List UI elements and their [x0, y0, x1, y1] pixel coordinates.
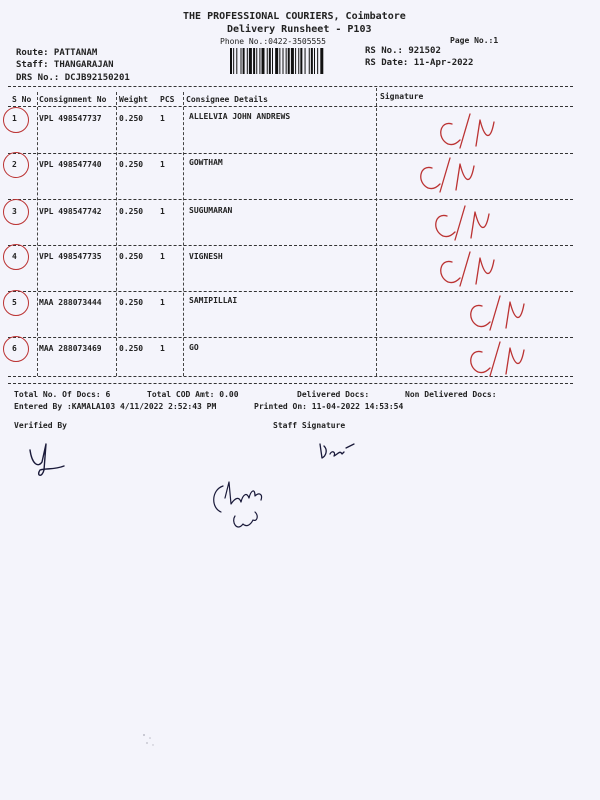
row-consignment: VPL 498547737 [39, 114, 102, 123]
col-weight: Weight [119, 95, 148, 104]
col-divider [37, 92, 38, 376]
verifier-signature [24, 440, 74, 480]
row-consignee: SAMIPILLAI [189, 296, 238, 305]
route-label: Route: PATTANAM [16, 48, 98, 58]
col-signature: Signature [380, 92, 424, 101]
col-consignment: Consignment No [39, 95, 107, 104]
totals-rule [8, 383, 573, 384]
receiver-signature [205, 476, 275, 538]
pen-circle-mark [3, 244, 29, 270]
row-consignee: ALLELVIA JOHN ANDREWS [189, 112, 291, 121]
non-delivered-docs: Non Delivered Docs: [405, 390, 497, 399]
runsheet-title: Delivery Runsheet - P103 [227, 24, 372, 35]
verified-by-label: Verified By [14, 421, 67, 430]
row-consignment: VPL 498547742 [39, 207, 102, 216]
row-sno: 6 [12, 344, 17, 353]
row-consignment: MAA 288073469 [39, 344, 102, 353]
printed-on: Printed On: 11-04-2022 14:53:54 [254, 402, 404, 411]
row-sno: 2 [12, 160, 17, 169]
row-weight: 0.250 [119, 344, 144, 353]
col-divider [183, 92, 184, 376]
row-consignee: VIGNESH [189, 252, 223, 261]
col-pcs: PCS [160, 95, 175, 104]
handwritten-co-mark [430, 246, 510, 292]
pen-circle-mark [3, 107, 29, 133]
row-consignment: VPL 498547735 [39, 252, 102, 261]
row-consignment: VPL 498547740 [39, 160, 102, 169]
row-weight: 0.250 [119, 207, 144, 216]
row-weight: 0.250 [119, 252, 144, 261]
row-sno: 3 [12, 207, 17, 216]
staff-label: Staff: THANGARAJAN [16, 60, 114, 70]
entered-by: Entered By :KAMALA103 4/11/2022 2:52:43 PM [14, 402, 217, 411]
handwritten-co-mark [460, 290, 540, 336]
handwritten-co-mark [425, 200, 505, 246]
header-bottom-rule [8, 106, 573, 107]
total-docs: Total No. Of Docs: 6 [14, 390, 111, 399]
pen-circle-mark [3, 336, 29, 362]
row-pcs: 1 [160, 344, 165, 353]
scan-speck [140, 730, 158, 750]
col-sno: S No [12, 95, 32, 104]
row-consignment: MAA 288073444 [39, 298, 102, 307]
handwritten-co-mark [430, 108, 510, 154]
col-divider [116, 92, 117, 376]
row-weight: 0.250 [119, 298, 144, 307]
barcode-image [230, 48, 354, 74]
row-pcs: 1 [160, 160, 165, 169]
pen-circle-mark [1, 150, 31, 180]
rs-number: RS No.: 921502 [365, 46, 441, 56]
row-pcs: 1 [160, 298, 165, 307]
pen-circle-mark [3, 290, 29, 316]
company-name: THE PROFESSIONAL COURIERS, Coimbatore [183, 11, 406, 22]
page-number: Page No.:1 [450, 36, 499, 45]
delivered-docs: Delivered Docs: [297, 390, 370, 399]
row-sno: 5 [12, 298, 17, 307]
col-consignee: Consignee Details [186, 95, 268, 104]
total-cod-amount: Total COD Amt: 0.00 [147, 390, 239, 399]
header-top-rule [8, 86, 573, 87]
row-sno: 1 [12, 114, 17, 123]
staff-signature [314, 436, 360, 466]
phone-number: Phone No.:0422-3505555 [220, 37, 326, 46]
row-sno: 4 [12, 252, 17, 261]
pen-circle-mark [3, 199, 29, 225]
row-consignee: GO [189, 343, 199, 352]
drs-number: DRS No.: DCJB92150201 [16, 73, 130, 83]
row-pcs: 1 [160, 114, 165, 123]
handwritten-co-mark [460, 336, 540, 382]
row-consignee: SUGUMARAN [189, 206, 233, 215]
handwritten-co-mark [410, 152, 490, 198]
staff-signature-label: Staff Signature [273, 421, 346, 430]
col-divider [376, 88, 377, 376]
row-consignee: GOWTHAM [189, 158, 223, 167]
row-pcs: 1 [160, 207, 165, 216]
row-weight: 0.250 [119, 114, 144, 123]
row-pcs: 1 [160, 252, 165, 261]
rs-date: RS Date: 11-Apr-2022 [365, 58, 474, 68]
row-weight: 0.250 [119, 160, 144, 169]
